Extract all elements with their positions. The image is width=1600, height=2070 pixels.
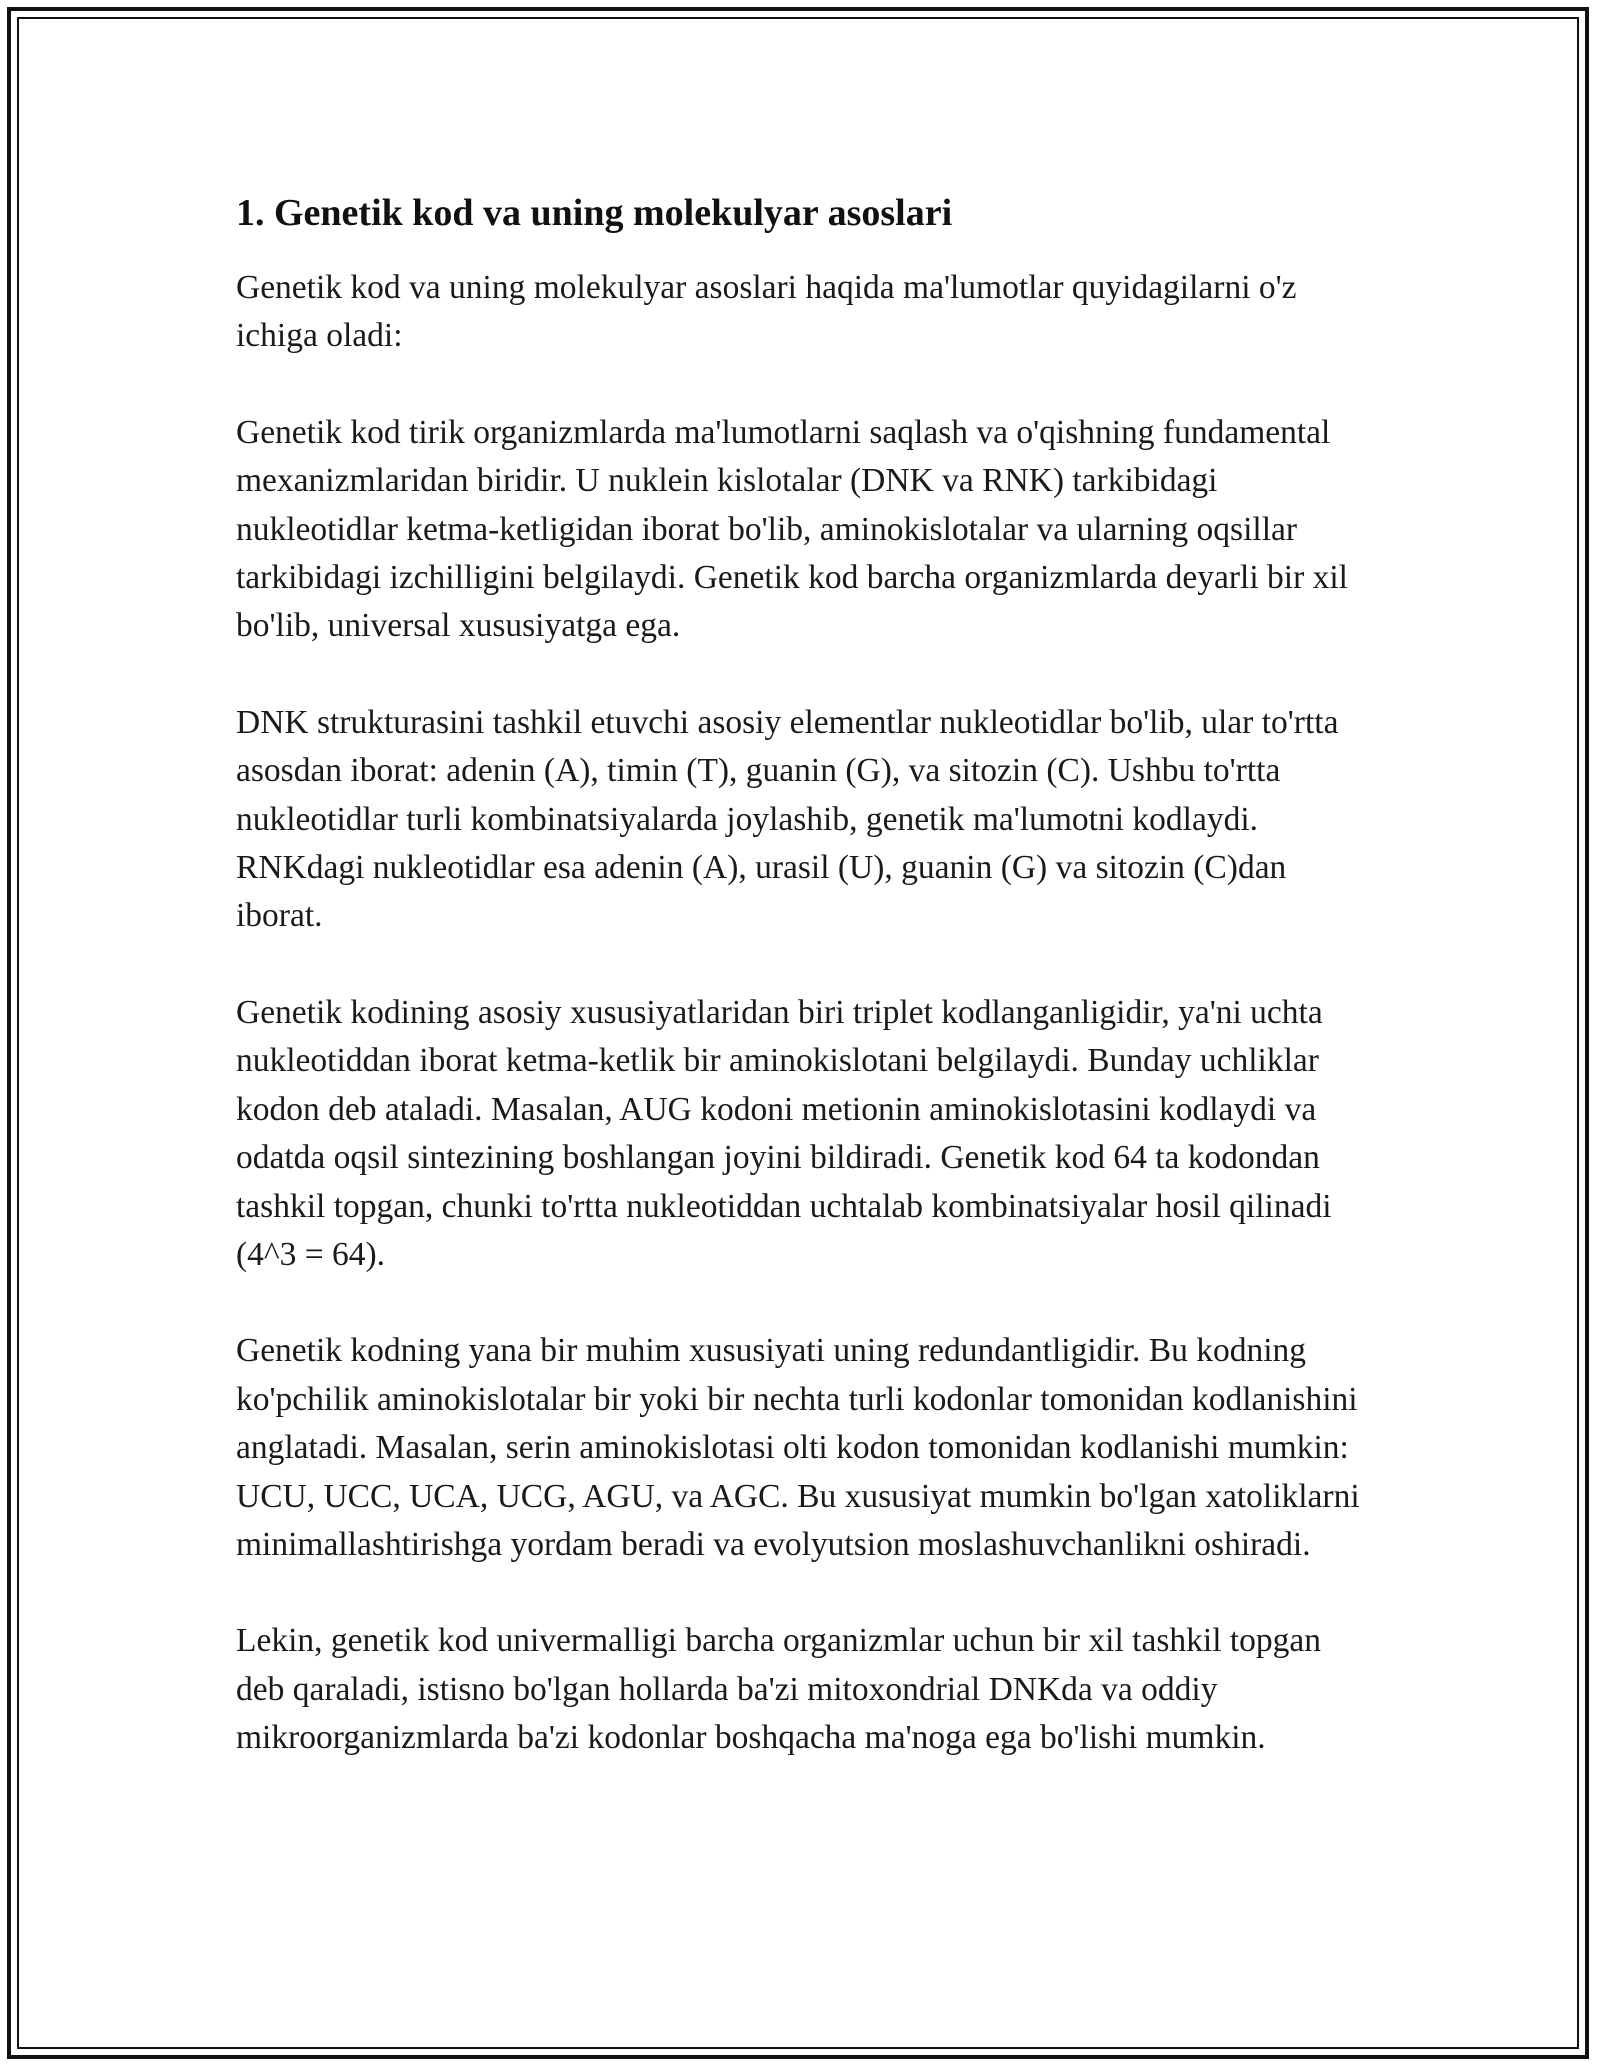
section-heading: 1. Genetik kod va uning molekulyar asoslari bbox=[236, 192, 953, 234]
paragraph-triplet-code: Genetik kodining asosiy xususiyatlaridan biri triplet kodlanganligidir, ya'ni uchta nukleotiddan iborat ketma-ketlik bir aminokislotani belgilaydi. Bunday uchliklar kodon deb ataladi. Masalan, AUG kodoni metionin aminokislotasini kodlaydi va odatda oqsil sintezining boshlangan joyini bildiradi. Genetik kod 64 ta kodondan tashkil topgan, chunki to'rtta nukleotiddan uchtalab kombinatsiyalar hosil qilinadi (4^3 = 64). bbox=[236, 993, 1332, 1273]
paragraph-genetic-code: Genetik kod tirik organizmlarda ma'lumotlarni saqlash va o'qishning fundamental mexanizmlaridan biridir. U nuklein kislotalar (DNK va RNK) tarkibidagi nukleotidlar ketma-ketligidan iborat bo'lib, aminokislotalar va ularning oqsillar tarkibidagi izchilligini belgilaydi. Genetik kod barcha organizmlarda deyarli bir xil bo'lib, universal xususiyatga ega. bbox=[236, 413, 1348, 645]
paragraph-universality: Lekin, genetik kod univermalligi barcha organizmlar uchun bir xil tashkil topgan deb qaraladi, istisno bo'lgan hollarda ba'zi mitoxondrial DNKda va oddiy mikroorganizmlarda ba'zi kodonlar boshqacha ma'noga ega bo'lishi mumkin. bbox=[236, 1622, 1322, 1757]
document-body bbox=[236, 188, 1376, 1811]
paragraph-intro: Genetik kod va uning molekulyar asoslari haqida ma'lumotlar quyidagilarni o'z ichiga oladi: bbox=[236, 269, 1297, 355]
paragraph-redundancy: Genetik kodning yana bir muhim xususiyati uning redundantligidir. Bu kodning ko'pchilik aminokislotalar bir yoki bir nechta turli kodonlar tomonidan kodlanishini anglatadi. Masalan, serin aminokislotasi olti kodon tomonidan kodlanishi mumkin: UCU, UCC, UCA, UCG, AGU, va AGC. Bu xususiyat mumkin bo'lgan xatoliklarni minimallashtirishga yordam beradi va evolyutsion moslashuvchanlikni oshiradi. bbox=[236, 1332, 1360, 1563]
paragraph-dna-structure: DNK strukturasini tashkil etuvchi asosiy elementlar nukleotidlar bo'lib, ular to'rtta asosdan iborat: adenin (A), timin (T), guanin (G), va sitozin (C). Ushbu to'rtta nukleotidlar turli kombinatsiyalarda joylashib, genetik ma'lumotni kodlaydi. RNKdagi nukleotidlar esa adenin (A), urasil (U), guanin (G) va sitozin (C)dan iborat. bbox=[236, 703, 1339, 935]
